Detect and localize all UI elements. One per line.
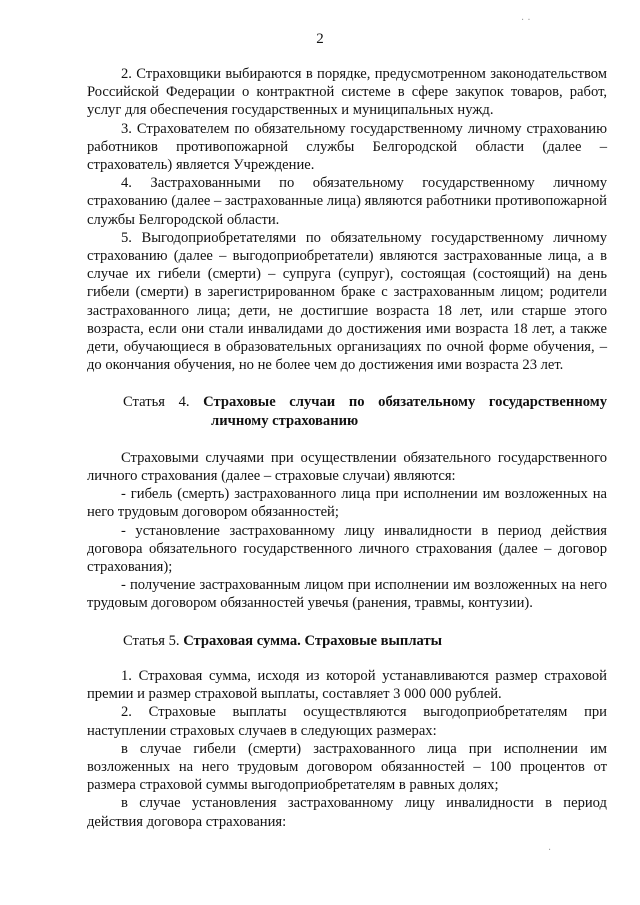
list-item: - установление застрахованному лицу инвалидности в период действия договора обязательного государственного личного страхования (далее – договор страхования); — [87, 522, 607, 576]
article-5-heading — [87, 632, 607, 650]
scan-speck: · · — [521, 15, 531, 26]
list-item: - получение застрахованным лицом при исполнении им возложенных на него трудовым договором обязанностей увечья (ранения, травмы, контузии). — [87, 577, 607, 612]
spacer — [87, 650, 607, 667]
document-body — [87, 65, 607, 831]
article-4-title: Страховые случаи по обязательному государственному личному страхованию — [203, 394, 607, 429]
spacer — [87, 374, 607, 393]
article-4-heading — [87, 393, 607, 429]
paragraph: в случае установления застрахованному лицу инвалидности в период действия договора страхования: — [87, 795, 607, 830]
paragraph: 1. Страховая сумма, исходя из которой устанавливаются размер страховой премии и размер страховой выплаты, составляет 3 000 000 рублей. — [87, 667, 607, 703]
spacer — [87, 430, 607, 449]
paragraph: 3. Страхователем по обязательному государственному личному страхованию работников противопожарной службы Белгородской области (далее – страхователь) является Учреждение. — [87, 120, 607, 174]
article-4-prefix: Статья 4. — [123, 394, 190, 411]
scan-speck: · — [548, 845, 552, 856]
page-number: 2 — [316, 31, 324, 47]
article-5-title: Страховая сумма. Страховые выплаты — [183, 632, 443, 649]
paragraph: 4. Застрахованными по обязательному государственному личному страхованию (далее – застрахованные лица) являются работники противопожарной службы Белгородской области. — [87, 175, 607, 228]
list-item: - гибель (смерть) застрахованного лица при исполнении им возложенных на него трудовым договором обязанностей; — [87, 486, 607, 521]
paragraph: 2. Страховые выплаты осуществляются выгодоприобретателям при наступлении страховых случаев в следующих размерах: — [87, 704, 607, 739]
spacer — [87, 613, 607, 632]
paragraph: Страховыми случаями при осуществлении обязательного государственного личного страхования (далее – страховые случаи) являются: — [87, 449, 607, 485]
paragraph: 5. Выгодоприобретателями по обязательному государственному личному страхованию (далее – выгодоприобретатели) являются застрахованные лица, а в случае их гибели (смерти) – супруга (супруг), состоящая (состоящий) на день гибели (смерти) в зарегистрированном браке с застрахованным лицом; родители застрахованного лица; дети, не достигшие возраста 18 лет, или старше этого возраста, если они стали инвалидами до достижения ими возраста 18 лет, а также дети, обучающиеся в образовательных организациях по очной форме обучения, – до окончания обучения, но не более чем до достижения ими возраста 23 лет. — [87, 229, 607, 374]
paragraph: в случае гибели (смерти) застрахованного лица при исполнении им возложенных на него трудовым договором обязанностей – 100 процентов от размера страховой суммы выгодоприобретателям в равных долях; — [87, 740, 607, 794]
paragraph: 2. Страховщики выбираются в порядке, предусмотренном законодательством Российской Федерации о контрактной системе в сфере закупок товаров, работ, услуг для обеспечения государственных и муниципальных нужд. — [87, 66, 607, 119]
article-5-prefix: Статья 5. — [123, 632, 180, 649]
